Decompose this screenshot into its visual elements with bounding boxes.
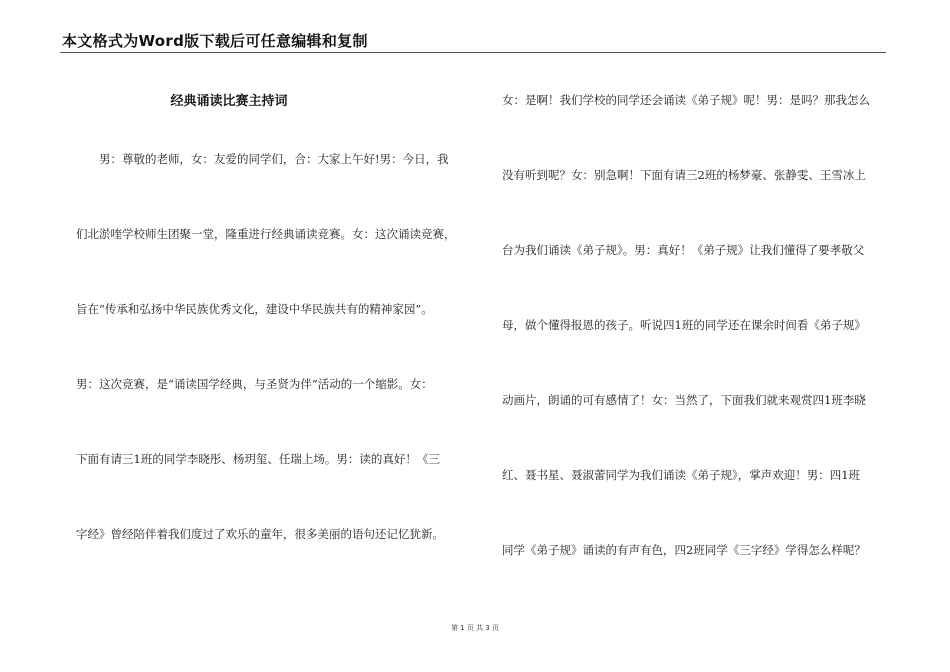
document-banner: 本文格式为Word版下载后可任意编辑和复制 [62,32,368,50]
body-line: 母，做个懂得报恩的孩子。听说四1班的同学还在课余时间看《弟子规》 [502,318,866,332]
page-number: 第 1 页 共 3 页 [450,624,500,632]
body-line: 台为我们诵读《弟子规》。男：真好！《弟子规》让我们懂得了要孝敬父 [502,243,865,257]
body-line: 字经》曾经陪伴着我们度过了欢乐的童年，很多美丽的语句还记忆犹新。 [76,527,444,541]
body-line: 同学《弟子规》诵读的有声有色，四2班同学《三字经》学得怎么样呢？ [502,543,866,557]
body-line: 男：尊敬的老师，女：友爱的同学们，合：大家上午好!男：今日，我 [76,152,449,166]
banner-divider [60,52,886,53]
body-line: 动画片，朗诵的可有感情了！女：当然了，下面我们就来观赏四1班李晓 [502,393,866,407]
body-line: 男：这次竞赛，是“诵读国学经典，与圣贤为伴”活动的一个缩影。女： [76,377,433,391]
body-line: 红、聂书星、聂淑蕾同学为我们诵读《弟子规》，掌声欢迎！男：四1班 [502,468,861,482]
body-line: 没有听到呢？女：别急啊！下面有请三2班的杨梦豪、张静雯、王雪冰上 [502,168,866,182]
body-line: 下面有请三1班的同学李晓彤、杨玥玺、任瑞上场。男：读的真好！《三 [76,452,440,466]
body-line: 女：是啊！我们学校的同学还会诵读《弟子规》呢！男：是吗？那我怎么 [502,93,870,107]
right-column [502,63,892,588]
left-column [76,122,466,572]
document-title: 经典诵读比赛主持词 [170,94,288,109]
body-line: 们北淤喹学校师生团聚一堂，隆重进行经典诵读竞赛。女：这次诵读竞赛， [76,227,456,241]
body-line: 旨在“传承和弘扬中华民族优秀文化，建设中华民族共有的精神家园”。 [76,302,433,316]
